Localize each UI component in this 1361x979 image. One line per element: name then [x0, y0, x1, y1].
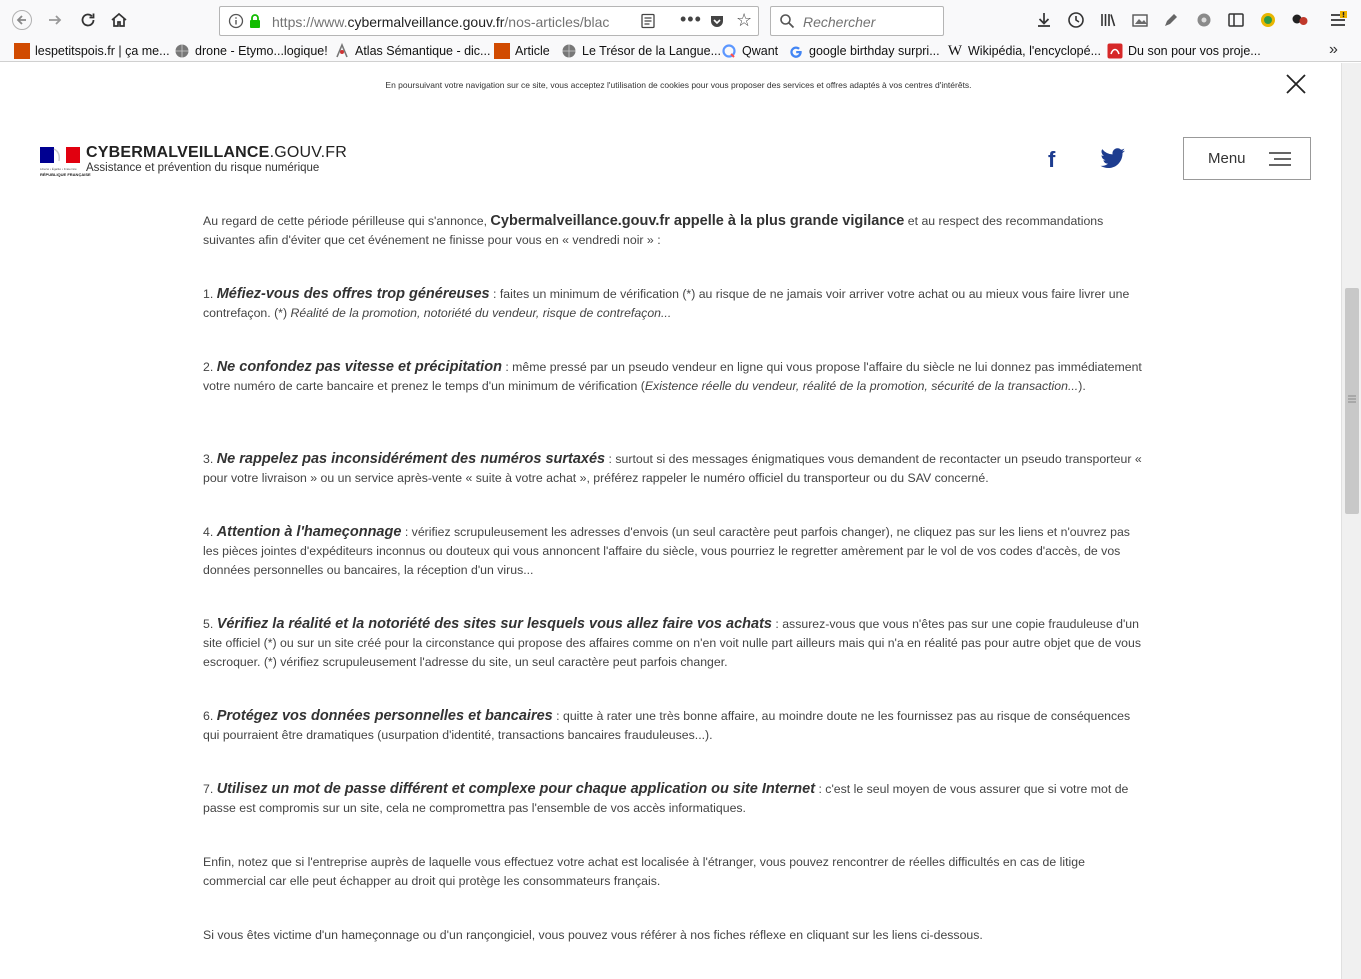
- flag-motto: Liberté • Égalité • Fraternité: [40, 167, 77, 171]
- reload-button[interactable]: [76, 8, 100, 32]
- item-text: : vérifiez scrupuleusement les adresses d'envois (un seul caractère peut parfois changer), ne cliquez pas sur les liens et n'ouvrez pas les pièces jointes d'expéditeurs inconnus ou douteux qui vous annoncent l'affaire du siècle, vous pourriez le regretter amèrement par le vol de vos codes d'accès, de vos données personnelles ou bancaires, la réception d'un virus...: [203, 525, 1130, 577]
- item-title: Ne rappelez pas inconsidérément des numéros surtaxés: [216, 451, 606, 467]
- forward-arrow-icon: [45, 10, 65, 30]
- bookmark-label: Le Trésor de la Langue...: [582, 44, 721, 58]
- recommendation-item: [203, 450, 1143, 488]
- hamburger-menu-icon[interactable]: [1329, 11, 1347, 29]
- library-icon[interactable]: [1099, 11, 1117, 29]
- item-text: : assurez-vous que vous n'êtes pas sur une copie frauduleuse d'un site officiel (*) ou sur un site créé pour la circonstance qui propose des affaires comme on n'en voit nulle part ailleurs mais qui n'a en réalité pas pour autre objet que de vous escroquer. (*) vérifiez scrupuleusement l'adresse du site, un seul caractère peut parfois changer.: [203, 617, 1141, 669]
- bookmark-label: Atlas Sémantique - dic...: [355, 44, 491, 58]
- item-number: 4.: [203, 525, 217, 539]
- color-extension-icon[interactable]: [1259, 11, 1277, 29]
- hamburger-icon: [1269, 152, 1291, 166]
- google-icon: [788, 43, 804, 59]
- french-flag-icon: [40, 147, 80, 167]
- item-text: : surtout si des messages énigmatiques vous demandent de recontacter un pseudo transporteur « pour votre livraison » ou un service après-vente « suite à votre achat », préférez rappeler le numéro officiel du transporteur ou du SAV concerné.: [203, 452, 1142, 485]
- recommendation-item: [203, 615, 1143, 672]
- back-arrow-icon: [12, 10, 32, 30]
- forward-button[interactable]: [43, 8, 67, 32]
- browser-toolbar: [0, 0, 1361, 40]
- item-title: Attention à l'hameçonnage: [216, 524, 402, 540]
- gear-extension-icon[interactable]: [1195, 11, 1213, 29]
- site-title-bold: CYBERMALVEILLANCE: [86, 144, 270, 161]
- dots-extension-icon[interactable]: [1291, 11, 1309, 29]
- url-bar[interactable]: [219, 6, 759, 36]
- search-icon: [779, 13, 795, 29]
- bookmarks-bar: [0, 40, 1361, 62]
- item-title: Vérifiez la réalité et la notoriété des sites sur lesquels vous allez faire vos achats: [216, 616, 772, 632]
- vertical-scrollbar[interactable]: [1341, 63, 1361, 979]
- item-number: 3.: [203, 452, 217, 466]
- url-text[interactable]: [272, 14, 634, 30]
- item-title: Méfiez-vous des offres trop généreuses: [216, 286, 490, 302]
- bookmark-label: Article: [515, 44, 550, 58]
- reload-icon: [78, 10, 98, 30]
- back-button[interactable]: [10, 8, 34, 32]
- recommendation-item: [203, 707, 1143, 745]
- pocket-icon[interactable]: [709, 13, 725, 29]
- item-text: : même pressé par un pseudo vendeur en ligne qui vous propose l'affaire du siècle ne lui donnez pas immédiatement votre numéro de carte bancaire et prenez le temps d'un minimum de vérification (: [203, 360, 1142, 393]
- flag-republic-label: RÉPUBLIQUE FRANÇAISE: [40, 172, 91, 177]
- bookmark-label: Du son pour vos proje...: [1128, 44, 1261, 58]
- bookmark-item[interactable]: [494, 41, 550, 61]
- intro-text-end: et au respect des recommandations suivantes afin d'éviter que cet événement ne finisse pour vous en « vendredi noir » :: [203, 214, 1104, 247]
- bookmark-label: google birthday surpri...: [809, 44, 940, 58]
- recommendation-item: [203, 523, 1143, 580]
- closing-paragraph: Enfin, notez que si l'entreprise auprès de laquelle vous effectuez votre achat est localisée à l'étranger, vous pouvez rencontrer de réelles difficultés en cas de litige commercial car elle peut échapper au droit qui protège les consommateurs français.: [203, 855, 1085, 888]
- item-text: : c'est le seul moyen de vous assurer que si votre mot de passe est compromis sur un site, cela ne compromettra pas l'ensemble de vos accès informatiques.: [203, 782, 1129, 815]
- item-number: 2.: [203, 360, 217, 374]
- search-placeholder: Rechercher: [803, 14, 876, 30]
- url-prefix: https://www.: [272, 14, 348, 30]
- recommendation-item: [203, 285, 1143, 323]
- bookmark-item[interactable]: [1107, 41, 1261, 61]
- downloads-icon[interactable]: [1035, 11, 1053, 29]
- history-icon[interactable]: [1067, 11, 1085, 29]
- bookmark-item[interactable]: [334, 41, 490, 61]
- bookmark-label: Qwant: [742, 44, 779, 58]
- reader-view-icon[interactable]: [640, 13, 656, 29]
- intro-highlight: Cybermalveillance.gouv.fr appelle à la plus grande vigilance: [490, 213, 905, 229]
- item-title: Protégez vos données personnelles et bancaires: [216, 708, 553, 724]
- item-number: 5.: [203, 617, 217, 631]
- item-text: : faites un minimum de vérification (*) au risque de ne jamais voir arriver votre achat ou au mieux vous faire livrer une contrefaçon. (*): [203, 287, 1130, 320]
- qwant-icon: [721, 43, 737, 59]
- bookmark-item[interactable]: [14, 41, 170, 61]
- facebook-icon[interactable]: f: [1048, 147, 1056, 172]
- bookmark-star-icon[interactable]: ☆: [736, 10, 753, 30]
- home-button[interactable]: [107, 8, 131, 32]
- cookie-banner-text: En poursuivant votre navigation sur ce site, vous acceptez l'utilisation de cookies pour vous proposer des services et offres adaptés à vos centres d'intérêts.: [385, 80, 972, 90]
- bookmark-favicon-icon: [14, 43, 30, 59]
- item-text: : quitte à rater une très bonne affaire, au moindre doute ne les fournissez pas au risque de conséquences qui pourraient être dramatiques (usurpation d'identité, transactions bancaires frauduleuses...).: [203, 709, 1131, 742]
- menu-label: Menu: [1208, 150, 1246, 167]
- lock-icon[interactable]: [248, 13, 262, 29]
- item-title: Utilisez un mot de passe différent et complexe pour chaque application ou site Internet: [216, 781, 816, 797]
- site-logo[interactable]: [40, 144, 360, 187]
- home-icon: [109, 10, 129, 30]
- recommendation-item: [203, 358, 1143, 396]
- item-text-after: ).: [1078, 379, 1086, 393]
- item-number: 7.: [203, 782, 217, 796]
- item-title: Ne confondez pas vitesse et précipitation: [216, 359, 502, 375]
- sidebar-icon[interactable]: [1227, 11, 1245, 29]
- url-path: /nos-articles/blac: [504, 14, 610, 30]
- bookmark-item[interactable]: [561, 41, 721, 61]
- bookmarks-overflow-icon[interactable]: »: [1329, 41, 1338, 58]
- bookmark-item[interactable]: [788, 41, 940, 61]
- bookmark-item[interactable]: [721, 41, 778, 61]
- site-tagline: Assistance et prévention du risque numérique: [86, 162, 320, 174]
- item-italic-text: Existence réelle du vendeur, réalité de la promotion, sécurité de la transaction...: [644, 379, 1079, 393]
- bookmark-label: Wikipédia, l'encyclopé...: [968, 44, 1102, 58]
- bookmark-item[interactable]: [947, 41, 1101, 61]
- twitter-icon[interactable]: [1100, 148, 1126, 170]
- screenshot-extension-icon[interactable]: [1131, 11, 1149, 29]
- bookmark-item[interactable]: [174, 41, 328, 61]
- site-title: [86, 144, 347, 162]
- globe-icon: [174, 43, 190, 59]
- victim-paragraph: Si vous êtes victime d'un hameçonnage ou d'un rançongiciel, vous pouvez vous référer à nos fiches réflexe en cliquant sur les liens ci-dessous.: [203, 928, 983, 942]
- item-italic-text: Réalité de la promotion, notoriété du vendeur, risque de contrefaçon...: [290, 306, 672, 320]
- sound-favicon-icon: [1107, 43, 1123, 59]
- bookmark-label: drone - Etymo...logique!: [195, 44, 328, 58]
- pen-extension-icon[interactable]: [1162, 11, 1180, 29]
- globe-icon: [561, 43, 577, 59]
- site-title-suffix: .GOUV.FR: [269, 144, 348, 161]
- recommendation-item: [203, 780, 1143, 818]
- page-actions-icon[interactable]: •••: [680, 9, 702, 29]
- url-domain: cybermalveillance.gouv.fr: [347, 14, 505, 30]
- scrollbar-grip-icon: [1348, 395, 1356, 403]
- item-number: 6.: [203, 709, 217, 723]
- item-number: 1.: [203, 287, 217, 301]
- bookmark-label: lespetitspois.fr | ça me...: [35, 44, 170, 58]
- close-icon[interactable]: [1284, 72, 1308, 96]
- web-page: [0, 63, 1341, 979]
- wikipedia-icon: W: [947, 43, 963, 59]
- menu-button[interactable]: [1183, 137, 1311, 180]
- intro-text: Au regard de cette période périlleuse qui s'annonce,: [203, 214, 491, 228]
- info-icon[interactable]: [228, 13, 244, 29]
- atlas-favicon-icon: [334, 43, 350, 59]
- bookmark-favicon-icon: [494, 43, 510, 59]
- search-bar[interactable]: [770, 6, 944, 36]
- article-intro: [203, 212, 1143, 250]
